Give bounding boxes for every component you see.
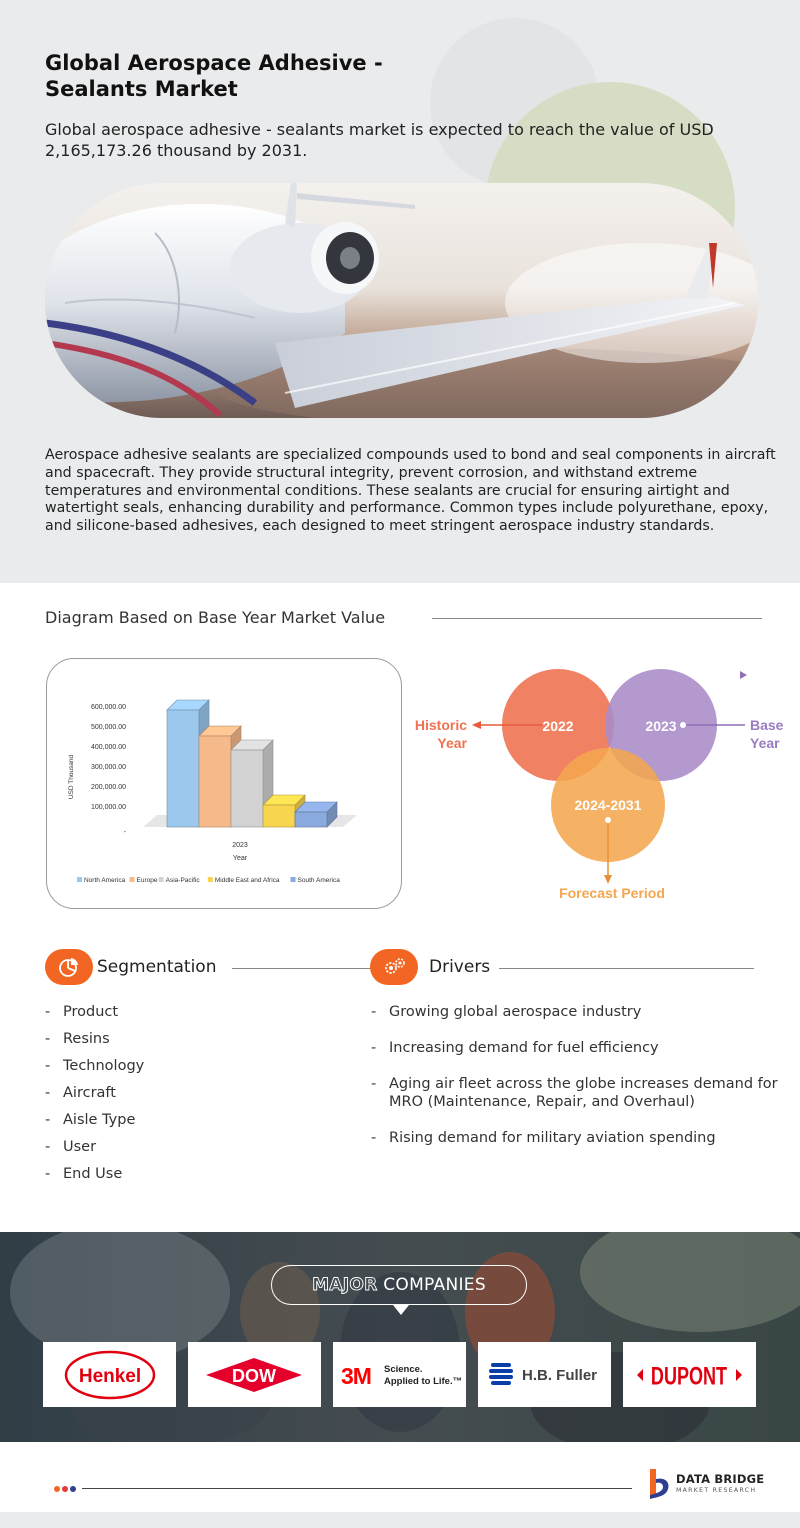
market-value-summary: Global aerospace adhesive - sealants market is expected to reach the value of USD 2,165,173.26 thousand by 2031. xyxy=(45,120,714,160)
y-tick-label: 600,000.00 xyxy=(90,704,126,711)
corner-arrow-icon xyxy=(740,671,747,679)
henkel-logo-text: Henkel xyxy=(78,1366,142,1387)
segmentation-heading: Segmentation xyxy=(97,957,217,977)
base-arrow-dot xyxy=(680,722,686,728)
divider xyxy=(432,618,762,619)
base-year-value: 2023 xyxy=(645,718,677,734)
historic-label-line1: Historic xyxy=(414,717,467,733)
page-title: Global Aerospace Adhesive - Sealants Market xyxy=(45,51,383,101)
diagram-section-title: Diagram Based on Base Year Market Value xyxy=(45,608,386,627)
y-tick-label: 100,000.00 xyxy=(90,804,126,811)
major-label: MAJOR xyxy=(312,1275,378,1295)
list-item: - Aisle Type xyxy=(45,1111,345,1138)
timeline-venn-diagram xyxy=(410,655,790,905)
list-item: - Increasing demand for fuel efficiency xyxy=(371,1039,781,1057)
hero-section xyxy=(0,0,800,583)
forecast-label: Forecast Period xyxy=(559,885,665,901)
brand-name: DATA BRIDGE xyxy=(676,1472,765,1486)
y-tick-label: 500,000.00 xyxy=(90,724,126,731)
companies-banner xyxy=(0,1232,800,1442)
divider xyxy=(499,968,754,969)
bar-chart xyxy=(47,659,403,910)
legend-item xyxy=(130,877,158,884)
historic-arrowhead xyxy=(472,721,481,729)
dupont-logo-text: DUPONT xyxy=(650,1361,728,1391)
3m-tagline-line2: Applied to Life.™ xyxy=(384,1376,463,1387)
historic-year-value: 2022 xyxy=(542,718,574,734)
legend-item xyxy=(77,877,126,884)
drivers-badge xyxy=(370,949,418,985)
svg-text:Middle East and Africa: Middle East and Africa xyxy=(214,877,280,884)
svg-text:Asia-Pacific: Asia-Pacific xyxy=(165,877,200,884)
bar-south-america xyxy=(295,802,337,827)
list-item: - Rising demand for military aviation spending xyxy=(371,1129,781,1147)
base-label-line1: Base xyxy=(750,717,784,733)
pie-chart-icon xyxy=(57,955,81,979)
list-item: - Product xyxy=(45,1003,345,1030)
historic-label-line2: Year xyxy=(437,735,467,751)
legend-item xyxy=(159,877,201,884)
forecast-period-value: 2024-2031 xyxy=(574,797,642,813)
list-item: - Technology xyxy=(45,1057,345,1084)
legend-item xyxy=(291,877,341,884)
x-axis-category: 2023 xyxy=(232,842,248,849)
legend-item xyxy=(208,877,280,884)
y-tick-label: 400,000.00 xyxy=(90,744,126,751)
market-description: Aerospace adhesive sealants are specialized compounds used to bond and seal components in aircraft and spacecraft. They provide structural integrity, prevent corrosion, and withstand extreme temperatures and environmental conditions. These sealants are crucial for ensuring airtight and watertight seals, enhancing durability and performance. Common types include polyurethane, epoxy, and silicone-based adhesives, each designed to meet stringent aerospace industry standards. xyxy=(45,447,776,535)
base-label-line2: Year xyxy=(750,735,780,751)
svg-text:Europe: Europe xyxy=(136,877,158,884)
svg-text:South America: South America xyxy=(297,877,340,884)
data-bridge-emblem-icon xyxy=(644,1465,674,1503)
footer-divider xyxy=(82,1488,632,1489)
forecast-arrowhead xyxy=(604,875,612,884)
footer-dots xyxy=(53,1485,83,1493)
dow-logo xyxy=(188,1342,321,1407)
data-bridge-logo xyxy=(644,1465,764,1503)
aircraft-wing-image xyxy=(45,183,758,418)
svg-text:North America: North America xyxy=(84,877,126,884)
major-companies-pill xyxy=(271,1265,527,1305)
3m-tagline-line1: Science. xyxy=(384,1364,423,1375)
hb-fuller-logo xyxy=(478,1342,611,1407)
y-axis-ticks xyxy=(91,704,127,836)
drivers-list xyxy=(371,1003,781,1165)
chart-legend xyxy=(77,877,340,884)
dupont-logo xyxy=(623,1342,756,1407)
y-tick-label: 300,000.00 xyxy=(90,764,126,771)
list-item: - Growing global aerospace industry xyxy=(371,1003,781,1021)
list-item: - End Use xyxy=(45,1165,345,1192)
chart-bars xyxy=(167,700,337,827)
segmentation-badge xyxy=(45,949,93,985)
hb-fuller-logo-text: H.B. Fuller xyxy=(522,1367,598,1384)
list-item: - Aging air fleet across the globe increases demand for MRO (Maintenance, Repair, and Overhaul) xyxy=(371,1075,781,1111)
y-tick-label: 200,000.00 xyxy=(90,784,126,791)
dow-logo-text: DOW xyxy=(232,1366,276,1386)
forecast-arrow-dot xyxy=(605,817,611,823)
drivers-heading: Drivers xyxy=(429,957,491,977)
3m-logo-text: 3M xyxy=(341,1363,371,1389)
bar-chart-card xyxy=(46,658,402,909)
henkel-logo xyxy=(43,1342,176,1407)
office-background-image xyxy=(0,1232,800,1442)
segmentation-list xyxy=(45,1003,345,1192)
list-item: - User xyxy=(45,1138,345,1165)
pointer-triangle xyxy=(393,1305,409,1315)
list-item: - Resins xyxy=(45,1030,345,1057)
divider xyxy=(232,968,372,969)
brand-tagline: MARKET RESEARCH xyxy=(676,1487,757,1494)
companies-label: COMPANIES xyxy=(383,1275,486,1295)
gears-icon xyxy=(382,955,408,979)
list-item: - Aircraft xyxy=(45,1084,345,1111)
hb-fuller-emblem-icon xyxy=(489,1363,513,1385)
footer-band xyxy=(0,1512,800,1528)
x-axis-label: Year xyxy=(232,855,248,862)
y-tick-label: - xyxy=(123,829,126,836)
3m-logo xyxy=(333,1342,466,1407)
y-axis-label: USD Thousand xyxy=(68,754,75,800)
